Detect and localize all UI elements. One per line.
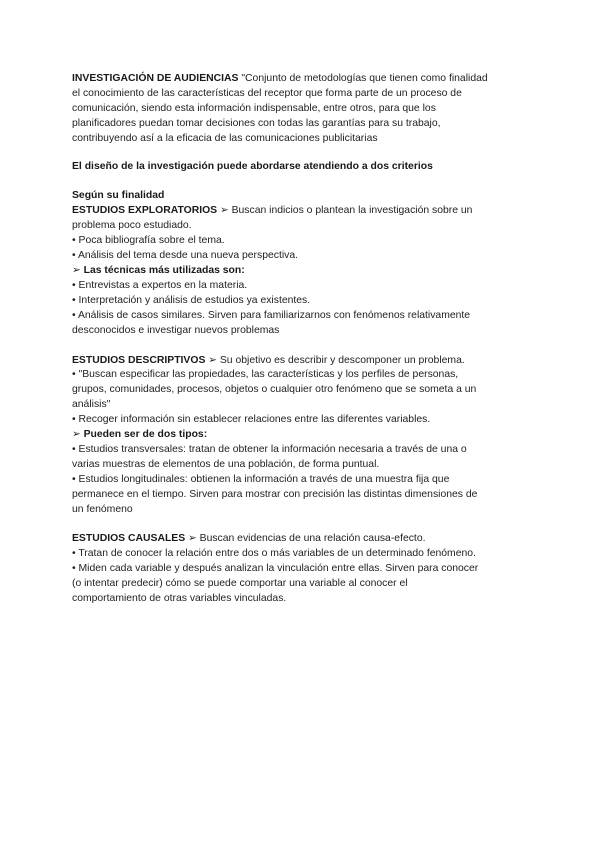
list-item: • Análisis del tema desde una nueva perspectiva. [72,250,299,262]
intro-line: planificadores puedan tomar decisiones con todas las garantías para su trabajo, [72,117,441,129]
list-item-continuation: comportamiento de otras variables vinculadas. [72,593,287,605]
exploratorios-title: ESTUDIOS EXPLORATORIOS [72,205,218,217]
list-item: • Estudios transversales: tratan de obtener la información necesaria a través de una o [72,443,467,455]
design-heading: El diseño de la investigación puede abordarse atendiendo a dos criterios [72,160,433,172]
intro-line: contribuyendo así a la eficacia de las comunicaciones publicitarias [72,132,378,144]
intro-line: comunicación, siendo esta información indispensable, entre otros, para que los [72,102,436,114]
exploratorios-text: ➢ Buscan indicios o plantean la investigación sobre un [217,205,473,217]
list-item: • "Buscan especificar las propiedades, las características y los perfiles de personas, [72,369,459,381]
descriptivos-section [72,354,528,518]
descriptivos-text: ➢ Su objetivo es describir y descomponer un problema. [205,354,465,366]
exploratorios-section [72,204,528,338]
list-item-continuation: análisis" [72,399,111,411]
descriptivos-line [72,354,528,369]
causales-text: ➢ Buscan evidencias de una relación causa-efecto. [185,533,426,545]
tipos-subheading: ➢ Pueden ser de dos tipos: [72,429,208,441]
list-item: • Estudios longitudinales: obtienen la información a través de una muestra fija que [72,473,450,485]
causales-title: ESTUDIOS CAUSALES [72,533,186,545]
intro-line: el conocimiento de las características del receptor que forma parte de un proceso de [72,87,462,99]
list-item: • Entrevistas a expertos en la materia. [72,279,248,291]
descriptivos-title: ESTUDIOS DESCRIPTIVOS [72,354,206,366]
intro-paragraph [72,72,528,147]
list-item-continuation: desconocidos e investigar nuevos problemas [72,324,280,336]
intro-line [72,72,528,87]
list-item-continuation: permanece en el tiempo. Sirven para mostrar con precisión las distintas dimensiones de [72,488,478,500]
list-item: • Recoger información sin establecer relaciones entre las diferentes variables. [72,414,431,426]
list-item: • Miden cada variable y después analizan la vinculación entre ellas. Sirven para conocer [72,563,479,575]
list-item-continuation: un fenómeno [72,503,133,515]
list-item: • Poca bibliografía sobre el tema. [72,235,225,247]
list-item: • Tratan de conocer la relación entre dos o más variables de un determinado fenómeno. [72,548,476,560]
list-item-continuation: varias muestras de elementos de una población, de forma puntual. [72,458,380,470]
intro-title: INVESTIGACIÓN DE AUDIENCIAS [72,73,239,84]
list-item: • Análisis de casos similares. Sirven para familiarizarnos con fenómenos relativamente [72,309,471,321]
causales-section [72,532,528,607]
exploratorios-line [72,204,528,219]
document-page [72,72,528,607]
finalidad-heading: Según su finalidad [72,190,165,202]
intro-text: "Conjunto de metodologías que tienen como finalidad [238,73,488,84]
list-item: • Interpretación y análisis de estudios ya existentes. [72,294,311,306]
tecnicas-subheading: ➢ Las técnicas más utilizadas son: [72,264,245,276]
causales-line [72,532,528,547]
list-item-continuation: grupos, comunidades, procesos, objetos o cualquier otro fenómeno que se someta a un [72,384,477,396]
exploratorios-line: problema poco estudiado. [72,220,192,232]
list-item-continuation: (o intentar predecir) cómo se puede comportar una variable al conocer el [72,578,408,590]
